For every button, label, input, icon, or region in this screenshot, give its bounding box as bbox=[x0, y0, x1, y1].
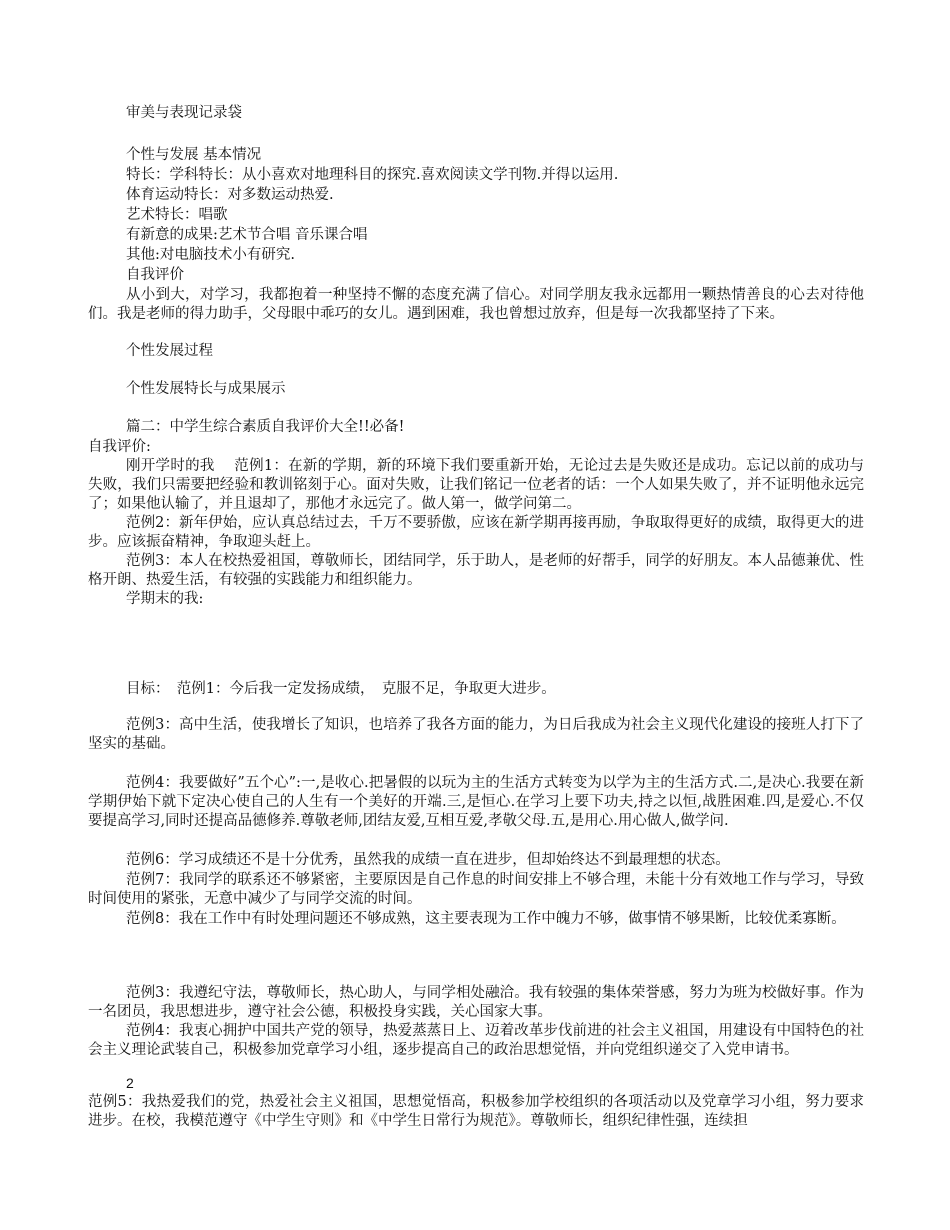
example-4-paragraph: 范例4：我要做好”五个心”:一,是收心.把暑假的以玩为主的生活方式转变为以学为主的生活方式.二,是决心.我要在新学期伊始下就下定决心使自己的人生有一个美好的开端.三,是恒心.在学习上要下功夫,持之以恒,战胜困难.四,是爱心.不仅要提高学习,同时还提高品德修养.尊敬老师,团结友爱,互相互爱,孝敬父母.五,是用心.用心做人,做学问. bbox=[88, 775, 864, 829]
other-line: 其他:对电脑技术小有研究. bbox=[126, 247, 295, 263]
example-8-paragraph: 范例8：我在工作中有时处理问题还不够成熟，这主要表现为工作中魄力不够，做事情不够果断，比较优柔寡断。 bbox=[126, 911, 846, 927]
sports-line: 体育运动特长：对多数运动热爱. bbox=[126, 187, 334, 203]
page-number: 2 bbox=[126, 1075, 134, 1091]
art-line: 艺术特长：唱歌 bbox=[126, 207, 228, 223]
example-2-paragraph: 范例2：新年伊始，应认真总结过去，千万不要骄傲，应该在新学期再接再励，争取取得更好的成绩，取得更大的进步。应该振奋精神，争取迎头赶上。 bbox=[88, 515, 864, 550]
showcase-heading: 个性发展特长与成果展示 bbox=[126, 381, 286, 397]
example-5-paragraph: 范例5：我热爱我们的党，热爱社会主义祖国，思想觉悟高，积极参加学校组织的各项活动以及党章学习小组，努力要求进步。在校，我模范遵守《中学生守则》和《中学生日常行为规范》。尊敬师长，组织纪律性强，连续担 bbox=[88, 1094, 864, 1129]
example-3-goal-paragraph: 范例3：高中生活，使我增长了知识，也培养了我各方面的能力，为日后我成为社会主义现代化建设的接班人打下了坚实的基础。 bbox=[88, 717, 864, 752]
self-eval-heading: 自我评价 bbox=[126, 267, 184, 283]
part2-title: 篇二：中学生综合素质自我评价大全!!必备! bbox=[126, 419, 405, 435]
example-3-conduct-paragraph: 范例3：我遵纪守法，尊敬师长，热心助人，与同学相处融洽。我有较强的集体荣誉感，努力为班为校做好事。作为一名团员，我思想进步，遵守社会公德，积极投身实践，关心国家大事。 bbox=[88, 985, 864, 1020]
example-7-paragraph: 范例7：我同学的联系还不够紧密，主要原因是自己作息的时间安排上不够合理，未能十分有效地工作与学习，导致时间使用的紧张，无意中减少了与同学交流的时间。 bbox=[88, 872, 864, 907]
end-of-term-label: 学期末的我: bbox=[126, 591, 204, 607]
goal-line: 目标： 范例1：今后我一定发扬成绩， 克服不足，争取更大进步。 bbox=[126, 681, 556, 697]
process-heading: 个性发展过程 bbox=[126, 343, 213, 359]
achievement-line: 有新意的成果:艺术节合唱 音乐课合唱 bbox=[126, 227, 368, 243]
example-3-paragraph: 范例3：本人在校热爱祖国，尊敬师长，团结同学，乐于助人，是老师的好帮手，同学的好朋友。本人品德兼优、性格开朗、热爱生活，有较强的实践能力和组织能力。 bbox=[88, 553, 864, 588]
section-heading-basic: 个性与发展 基本情况 bbox=[126, 147, 262, 163]
specialty-line: 特长：学科特长：从小喜欢对地理科目的探究.喜欢阅读文学刊物.并得以运用. bbox=[126, 167, 619, 183]
self-eval-label: 自我评价: bbox=[88, 439, 151, 455]
self-eval-paragraph: 从小到大，对学习，我都抱着一种坚持不懈的态度充满了信心。对同学朋友我永远都用一颗热情善良的心去对待他们。我是老师的得力助手，父母眼中乖巧的女儿。遇到困难，我也曾想过放弃，但是每一次我都坚持了下来。 bbox=[88, 287, 864, 322]
example-6-paragraph: 范例6：学习成绩还不是十分优秀，虽然我的成绩一直在进步，但却始终达不到最理想的状态。 bbox=[126, 852, 730, 868]
example-4-party-paragraph: 范例4：我衷心拥护中国共产党的领导，热爱蒸蒸日上、迈着改革步伐前进的社会主义祖国，用建设有中国特色的社会主义理论武装自己，积极参加党章学习小组，逐步提高自己的政治思想觉悟，并向党组织递交了入党申请书。 bbox=[88, 1023, 864, 1058]
doc-title: 审美与表现记录袋 bbox=[126, 105, 242, 121]
start-of-term-paragraph: 刚开学时的我 范例1：在新的学期，新的环境下我们要重新开始，无论过去是失败还是成功。忘记以前的成功与失败，我们只需要把经验和教训铭刻于心。面对失败，让我们铭记一位老者的话：一个人如果失败了，并不证明他永远完了；如果他认输了，并且退却了，那他才永远完了。做人第一，做学问第二。 bbox=[88, 458, 864, 512]
